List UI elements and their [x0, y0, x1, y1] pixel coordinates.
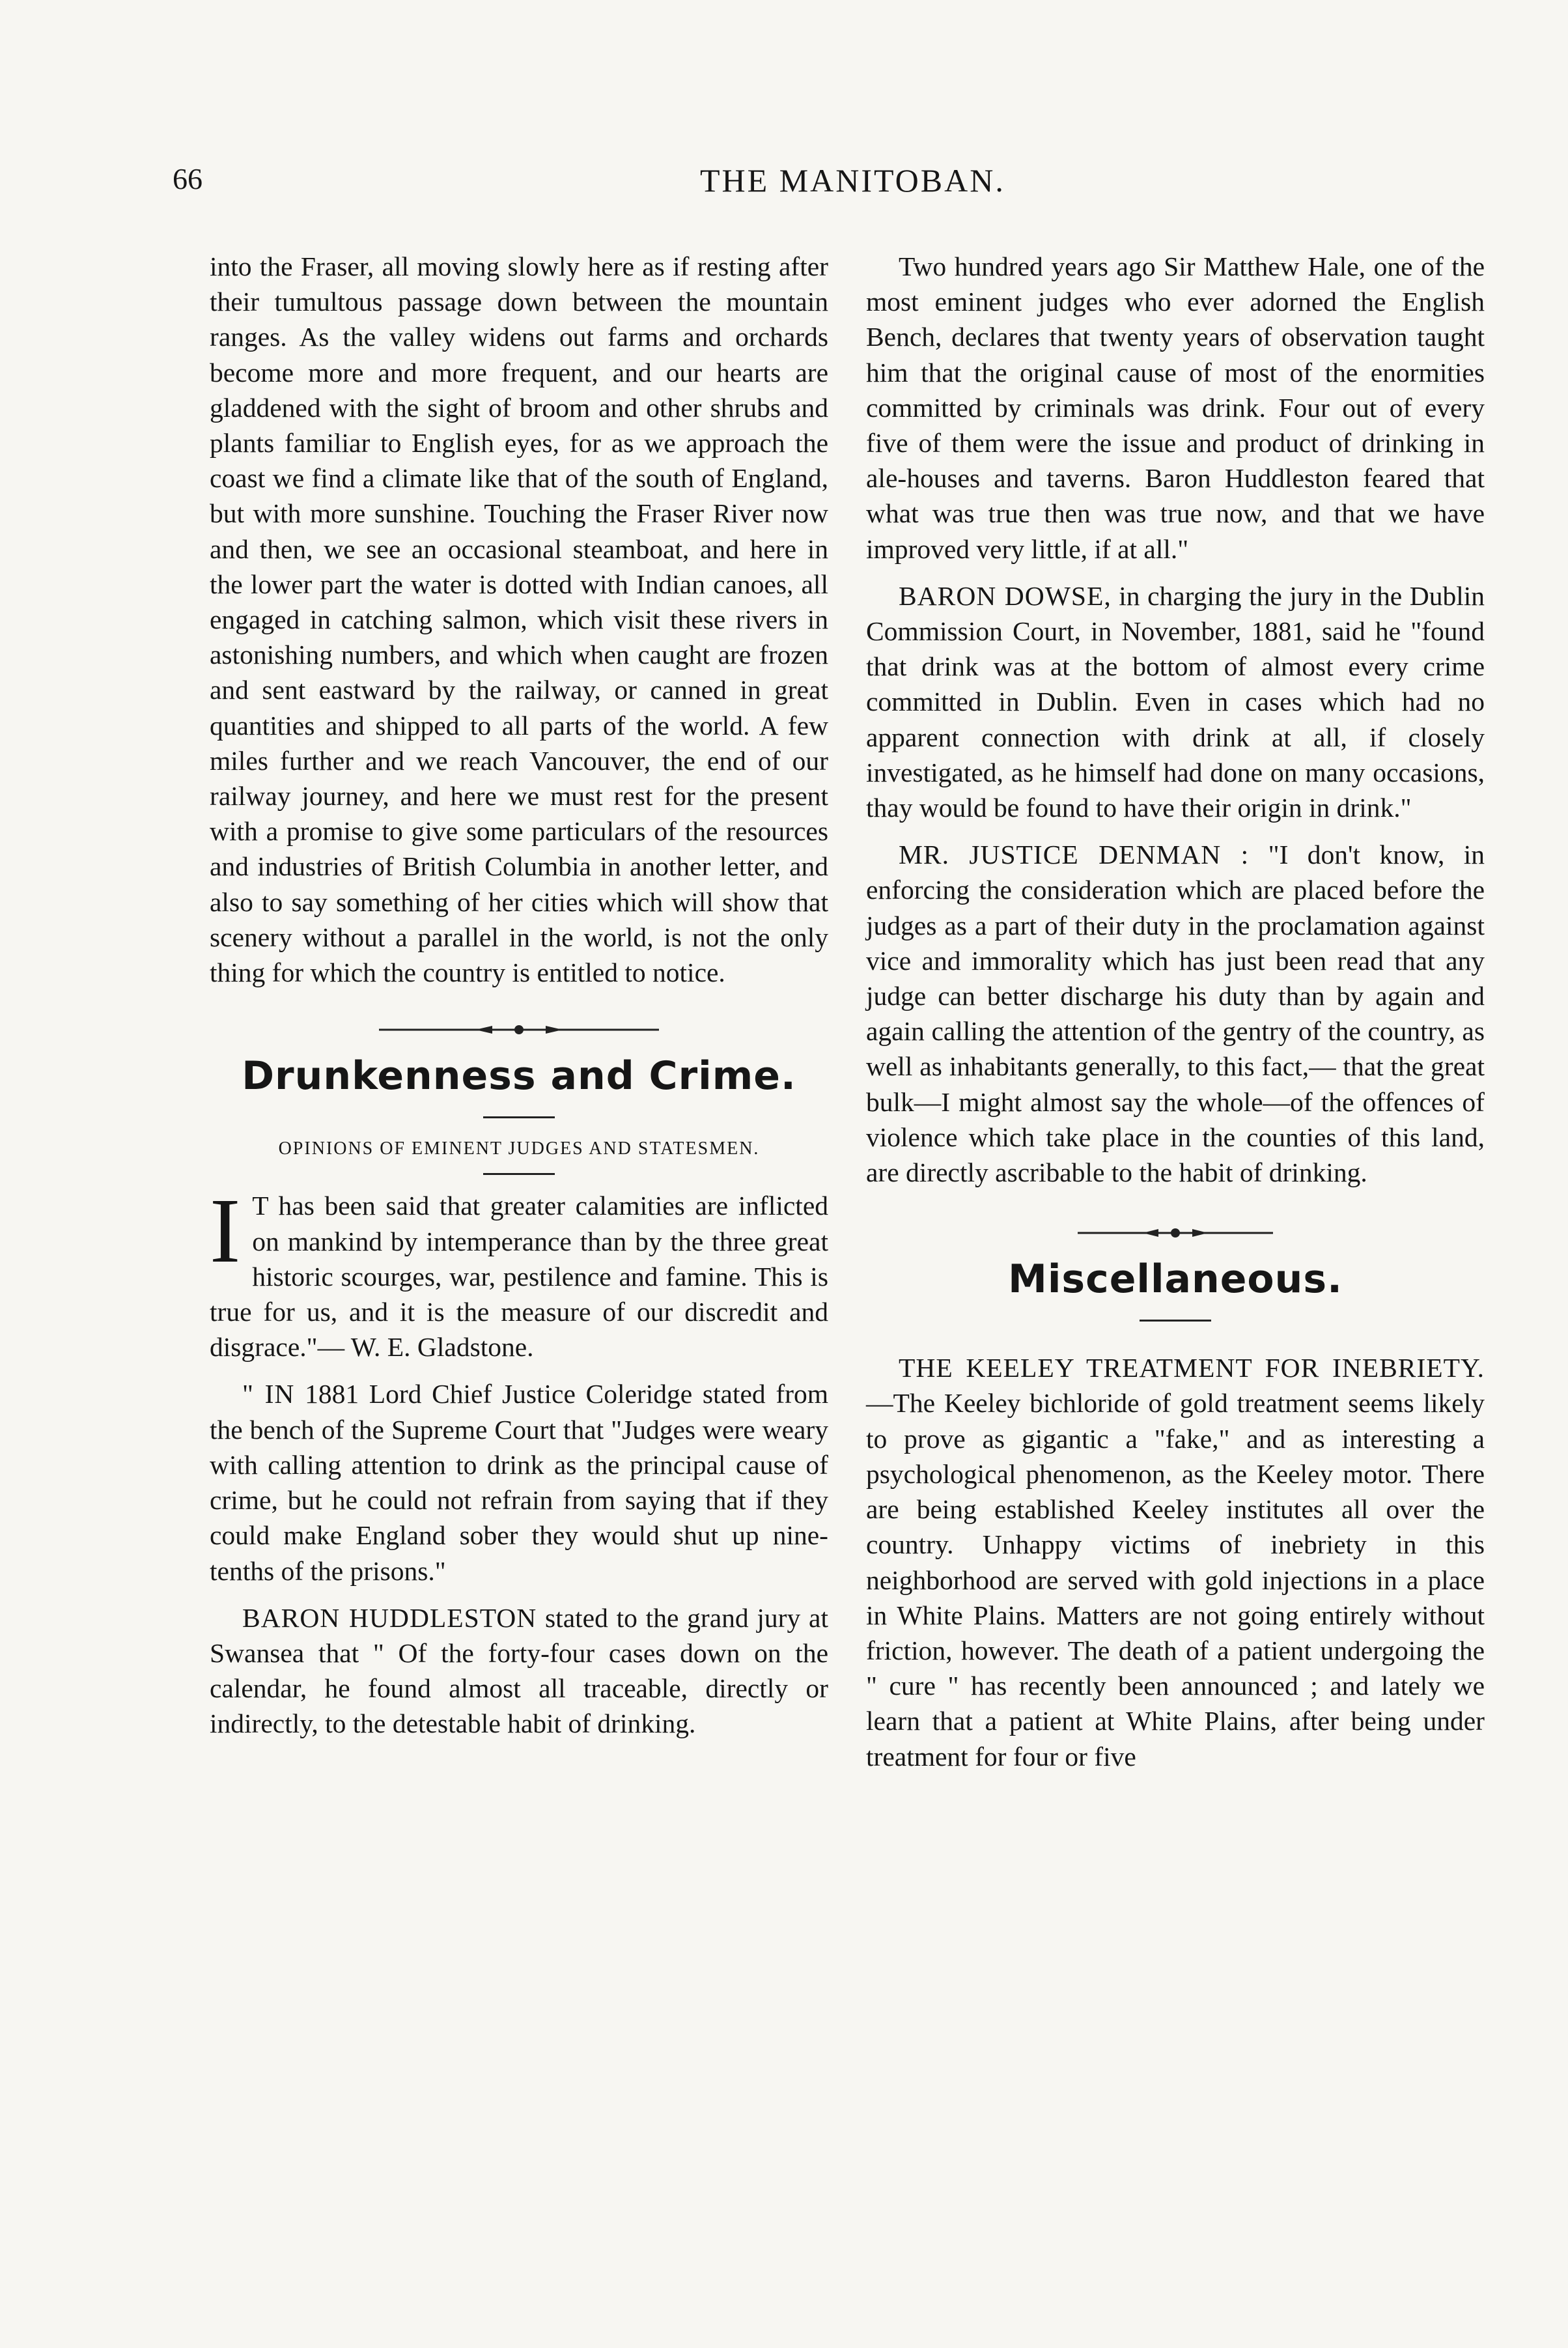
section-heading-drunkenness: Drunkenness and Crime.: [242, 1053, 796, 1099]
continued-paragraph: into the Fraser, all moving slowly here as if resting after their tumultous passage down between the mountain ranges. As the valley widens out farms and orchards become more and more frequent, and our hearts are gladdened with the sight of broom and other shrubs and plants familiar to English eyes, for as we approach the coast we find a climate like that of the south of England, but with more sunshine. Touching the Fraser River now and then, we see an occasional steamboat, and here in the lower part the water is dotted with Indian canoes, all engaged in catching salmon, which visit these rivers in astonishing numbers, and which when caught are frozen and sent eastward by the railway, or canned in great quantities and shipped to all parts of the world. A few miles further and we reach Vancouver, the end of our railway journey, and here we must rest for the present with a promise to give some particulars of the resources and industries of British Columbia in another letter, and also to say something of her cities which will show that scenery without a parallel in the world, is not the only thing for which the country is entitled to notice.: [210, 251, 828, 988]
subheading-rule: [483, 1173, 555, 1175]
denman-paragraph: [866, 837, 1485, 1190]
denman-name: MR. JUSTICE DENMAN :: [899, 840, 1250, 870]
heading-rule: [1140, 1320, 1211, 1322]
running-head: THE MANITOBAN.: [700, 162, 1005, 199]
section-heading-miscellaneous: Miscellaneous.: [1008, 1256, 1343, 1303]
huddleston-text: stated to the grand jury at Swansea that " Of the forty-four cases down on the calendar, he found almost all traceable, directly or indirectly, to the detestable habit of drinking.: [210, 1602, 828, 1739]
dowse-name: BARON DOWSE,: [899, 580, 1112, 611]
left-column: [210, 249, 828, 1742]
drop-cap: I: [210, 1188, 241, 1282]
huddleston-paragraph: [210, 1600, 828, 1742]
page-number: 66: [173, 162, 203, 195]
hale-paragraph: Two hundred years ago Sir Matthew Hale, one of the most eminent judges who ever adorned the English Bench, declares that twenty years of observation taught him that the original cause of most of the enormities committed by criminals was drink. Four out of every five of them were the issue and product of drinking in ale-houses and taverns. Baron Huddleston feared that what was true then was true now, and that we have improved very little, if at all.": [866, 251, 1485, 564]
coleridge-text: 1881 Lord Chief Justice Coleridge stated from the bench of the Supreme Court that "Judges were weary with calling attention to drink as the principal cause of crime, but he could not refrain from saying that if they could make England sober they would shut up nine-tenths of the prisons.": [210, 1379, 829, 1586]
keeley-title: THE KEELEY TREATMENT FOR INEBRIETY.: [899, 1353, 1485, 1383]
coleridge-lead: " IN: [242, 1379, 295, 1409]
denman-text: "I don't know, in enforcing the consideration which are placed before the judges as a part of their duty in the proclamation against vice and immorality which has just been read that any judge can better discharge his duty than by again and again calling the attention of the gentry of the country, as well as inhabitants generally, to this fact,— that the great bulk—I might almost say the whole—of the offences of violence which take place in the counties of this land, are directly ascribable to the habit of drinking.: [866, 840, 1485, 1188]
section-subheading: OPINIONS OF EMINENT JUDGES AND STATESMEN.: [278, 1139, 760, 1159]
heading-rule: [483, 1116, 555, 1118]
huddleston-name: BARON HUDDLESTON: [242, 1602, 537, 1633]
keeley-paragraph: [866, 1350, 1485, 1774]
section-divider-ornament: [379, 1023, 659, 1037]
section-divider-ornament: [1078, 1226, 1273, 1240]
coleridge-paragraph: [210, 1376, 828, 1588]
keeley-text: —The Keeley bichloride of gold treatment seems likely to prove as gigantic a "fake," and as interesting a psychological phenomenon, as the Keeley motor. There are being established Keeley institutes all over the country. Unhappy victims of inebriety in this neighborhood are served with gold injections in a place in White Plains. Matters are not going entirely without friction, however. The death of a patient undergoing the " cure " has recently been announced ; and lately we learn that a patient at White Plains, after being under treatment for four or five: [866, 1388, 1485, 1772]
right-column: [866, 249, 1485, 1774]
opening-quote-text: T has been said that greater calamities are inflicted on mankind by intemperance than by the three great historic scourges, war, pestilence and famine. This is true for us, and it is the measure of our discredit and disgrace."— W. E. Gladstone.: [210, 1191, 828, 1363]
opening-quote-gladstone: [210, 1188, 828, 1365]
dowse-paragraph: [866, 578, 1485, 825]
dowse-text: in charging the jury in the Dublin Commission Court, in November, 1881, said he "found that drink was at the bottom of almost every crime committed in Dublin. Even in cases which had no apparent connection with drink at all, if closely investigated, as he himself had done on many occasions, thay would be found to have their origin in drink.": [866, 580, 1485, 823]
